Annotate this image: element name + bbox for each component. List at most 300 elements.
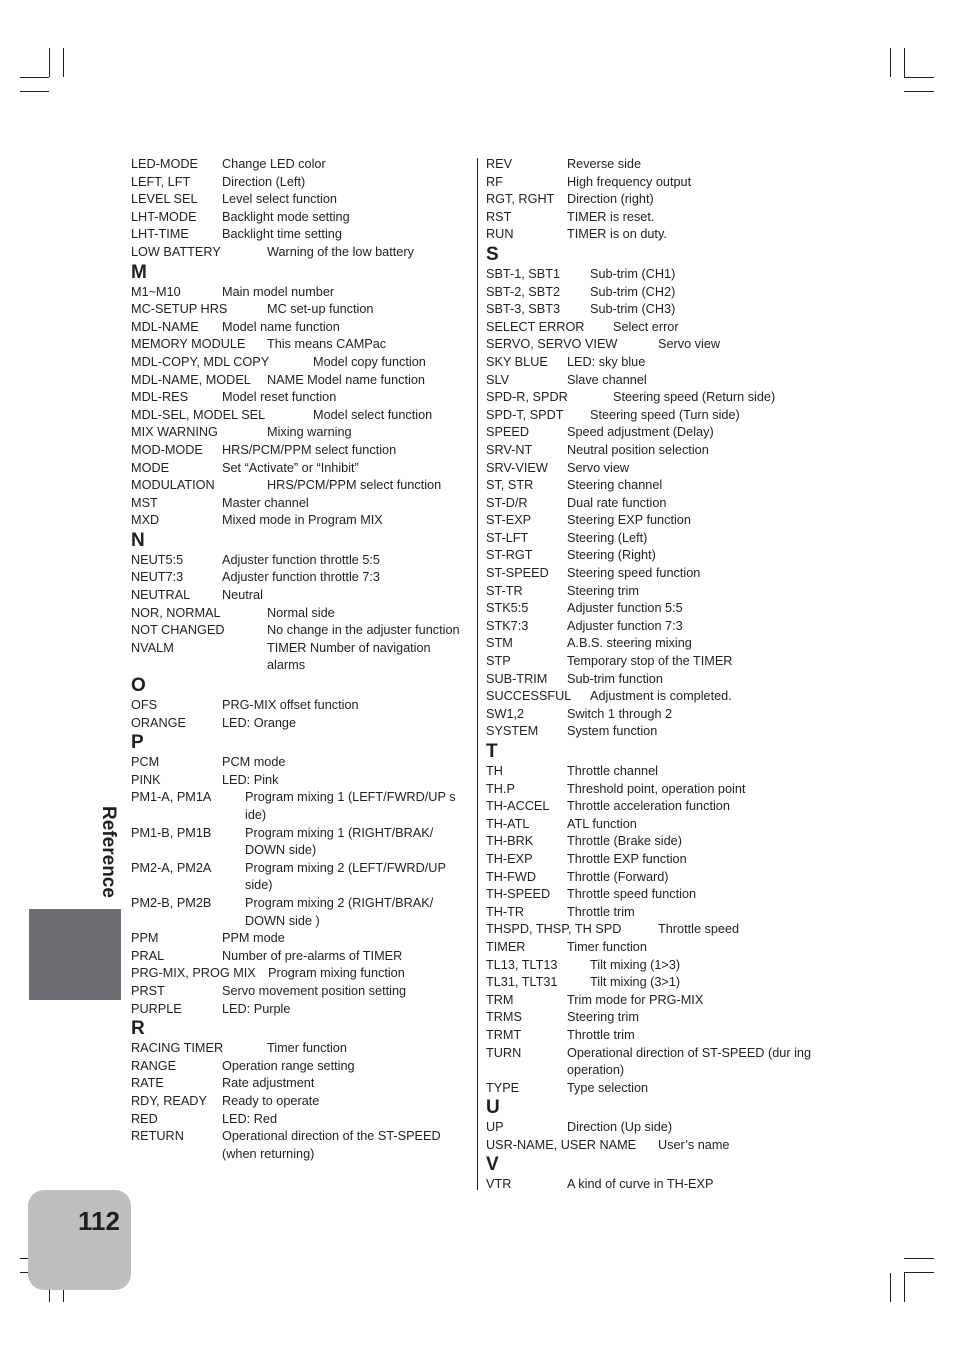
entry-term: REV: [486, 157, 513, 171]
entry-term: SRV-NT: [486, 442, 533, 457]
glossary-entry: [486, 671, 816, 689]
entry-term: RANGE: [131, 1058, 177, 1073]
entry-term: LHT-TIME: [131, 227, 189, 242]
crop-mark: [904, 1258, 934, 1259]
entry-definition: Program mixing 2 (LEFT/FWRD/UP side): [245, 860, 446, 893]
glossary-entry: [486, 688, 816, 706]
glossary-entry: [486, 851, 816, 869]
entry-term: TH.P: [486, 781, 515, 796]
entry-term: TRMT: [486, 1027, 522, 1042]
glossary-entry: [486, 653, 816, 671]
glossary-entry: [486, 869, 816, 887]
entry-term: LHT-MODE: [131, 209, 197, 224]
glossary-entry: [486, 266, 816, 284]
entry-definition: Steering channel: [567, 478, 663, 493]
entry-definition: Sub-trim (CH3): [590, 302, 676, 317]
entry-term: STM: [486, 636, 513, 651]
crop-mark: [49, 48, 50, 77]
glossary-entry: [131, 1001, 471, 1019]
entry-term: M1~M10: [131, 284, 181, 299]
glossary-entry: [486, 992, 816, 1010]
entry-definition: Dual rate function: [567, 495, 667, 510]
entry-term: PCM: [131, 755, 160, 770]
glossary-entry: [486, 407, 816, 425]
page-number: 112: [78, 1206, 120, 1236]
entry-definition: Operation range setting: [222, 1058, 355, 1073]
glossary-entry: [486, 191, 816, 209]
entry-definition: LED: Orange: [222, 715, 297, 730]
entry-definition: PCM mode: [222, 755, 286, 770]
entry-definition: Model name function: [222, 319, 340, 334]
entry-term: TH-BRK: [486, 834, 534, 849]
entry-definition: Backlight mode setting: [222, 209, 350, 224]
glossary-entry: [486, 618, 816, 636]
entry-definition: Warning of the low battery: [267, 244, 414, 259]
glossary-entry: [131, 477, 471, 495]
entry-term: SUCCESSFUL: [486, 689, 572, 704]
entry-definition: Steering trim: [567, 1010, 639, 1025]
glossary-entry: [486, 424, 816, 442]
glossary-entry: [486, 156, 816, 174]
entry-definition: Steering EXP function: [567, 513, 691, 528]
glossary-entry: [486, 1119, 816, 1137]
glossary-entry: [131, 354, 471, 372]
entry-definition: Level select function: [222, 192, 337, 207]
entry-definition: MC set-up function: [267, 302, 374, 317]
entry-term: STK5:5: [486, 601, 529, 616]
entry-definition: Switch 1 through 2: [567, 706, 673, 721]
entry-term: SW1,2: [486, 706, 525, 721]
glossary-entry: [486, 301, 816, 319]
glossary-entry: [486, 706, 816, 724]
entry-definition: Timer function: [267, 1041, 347, 1056]
entry-definition: Normal side: [267, 605, 335, 620]
glossary-entry: [131, 336, 471, 354]
glossary-entry: [131, 772, 471, 790]
entry-term: NEUT7:3: [131, 570, 184, 585]
entry-term: STP: [486, 654, 511, 669]
entry-definition: Threshold point, operation point: [567, 781, 746, 796]
entry-term: ST-SPEED: [486, 566, 549, 581]
glossary-entry: [131, 1040, 471, 1058]
glossary-entry: [486, 583, 816, 601]
entry-term: PPM: [131, 931, 159, 946]
entry-term: TRMS: [486, 1010, 522, 1025]
glossary-entry: [131, 754, 471, 772]
glossary-entry: [486, 477, 816, 495]
entry-definition: Adjuster function throttle 7:3: [222, 570, 380, 585]
column-divider: [477, 158, 478, 1190]
entry-term: PINK: [131, 772, 161, 787]
entry-term: NEUTRAL: [131, 588, 191, 603]
entry-term: SBT-1, SBT1: [486, 266, 561, 281]
entry-definition: Program mixing 1 (RIGHT/BRAK/ DOWN side): [245, 825, 434, 858]
glossary-entry: [486, 1080, 816, 1098]
entry-term: VTR: [486, 1177, 512, 1192]
entry-term: SERVO, SERVO VIEW: [486, 337, 618, 352]
glossary-entry: [131, 389, 471, 407]
glossary-entry: [131, 640, 471, 675]
section-letter: P: [131, 732, 144, 754]
entry-definition: LED: Pink: [222, 772, 279, 787]
entry-definition: Sub-trim function: [567, 671, 663, 686]
entry-definition: Type selection: [567, 1080, 649, 1095]
entry-term: MEMORY MODULE: [131, 337, 246, 352]
entry-definition: Adjuster function 5:5: [567, 601, 683, 616]
entry-term: NOT CHANGED: [131, 623, 225, 638]
glossary-entry: [131, 1075, 471, 1093]
section-letter: T: [486, 741, 498, 762]
entry-term: ST-EXP: [486, 513, 532, 528]
entry-definition: Direction (Up side): [567, 1120, 673, 1135]
glossary-entry: [131, 587, 471, 605]
glossary-entry: [131, 460, 471, 478]
glossary-entry: [486, 512, 816, 530]
glossary-entry: [131, 1093, 471, 1111]
entry-definition: Timer function: [567, 939, 647, 954]
entry-definition: Steering speed (Return side): [613, 390, 776, 405]
entry-term: MDL-NAME, MODEL: [131, 372, 251, 387]
entry-definition: Throttle trim: [567, 1027, 635, 1042]
entry-definition: Servo movement position setting: [222, 983, 407, 998]
entry-definition: Sub-trim (CH1): [590, 266, 676, 281]
entry-term: LOW BATTERY: [131, 244, 221, 259]
section-letter: R: [131, 1018, 145, 1040]
entry-term: TH-ACCEL: [486, 799, 550, 814]
entry-definition: LED: Purple: [222, 1001, 291, 1016]
entry-definition: Main model number: [222, 284, 335, 299]
crop-mark: [20, 77, 49, 78]
glossary-entry: [131, 442, 471, 460]
entry-definition: HRS/PCM/PPM select function: [267, 478, 442, 493]
glossary-entry: [131, 789, 471, 824]
entry-term: OFS: [131, 698, 158, 713]
entry-definition: ATL function: [567, 816, 637, 831]
crop-mark: [904, 48, 905, 77]
entry-term: USR-NAME, USER NAME: [486, 1137, 637, 1152]
entry-term: TH-ATL: [486, 816, 530, 831]
entry-term: TH-SPEED: [486, 887, 551, 902]
entry-definition: Sub-trim (CH2): [590, 284, 676, 299]
entry-term: RED: [131, 1111, 158, 1126]
entry-term: TH: [486, 764, 503, 778]
entry-definition: Select error: [613, 319, 679, 334]
glossary-entry: [486, 372, 816, 390]
entry-definition: Backlight time setting: [222, 227, 342, 242]
entry-definition: No change in the adjuster function: [267, 623, 460, 638]
entry-definition: Model select function: [313, 407, 433, 422]
glossary-entry: [486, 174, 816, 192]
entry-definition: NAME Model name function: [267, 372, 425, 387]
entry-term: SBT-2, SBT2: [486, 284, 561, 299]
entry-term: TL13, TLT13: [486, 957, 558, 972]
entry-definition: Tilt mixing (3>1): [590, 975, 681, 990]
entry-term: SPEED: [486, 425, 530, 440]
crop-mark: [904, 77, 934, 78]
entry-term: PRAL: [131, 948, 165, 963]
entry-definition: Steering speed (Turn side): [590, 407, 740, 422]
entry-definition: Steering trim: [567, 583, 639, 598]
glossary-entry: [486, 284, 816, 302]
entry-definition: Adjustment is completed.: [590, 689, 732, 704]
entry-definition: Direction (Left): [222, 174, 306, 189]
entry-term: MODULATION: [131, 478, 215, 493]
entry-definition: Mixed mode in Program MIX: [222, 513, 383, 528]
entry-definition: Master channel: [222, 495, 309, 510]
entry-definition: Number of pre-alarms of TIMER: [222, 948, 403, 963]
entry-definition: Model copy function: [313, 354, 426, 369]
entry-definition: LED: sky blue: [567, 354, 646, 369]
entry-term: PM1-B, PM1B: [131, 825, 212, 840]
glossary-entry: [486, 816, 816, 834]
crop-mark: [904, 1273, 905, 1302]
glossary-entry: [486, 635, 816, 653]
entry-definition: Steering (Left): [567, 530, 648, 545]
entry-term: RF: [486, 174, 503, 189]
glossary-entry: [486, 1045, 816, 1080]
entry-term: PM2-B, PM2B: [131, 895, 212, 910]
entry-definition: TIMER is on duty.: [567, 227, 667, 242]
glossary-entry: [486, 209, 816, 227]
glossary-entry: [131, 372, 471, 390]
glossary-entry: [131, 209, 471, 227]
crop-mark: [63, 48, 64, 77]
crop-mark: [904, 91, 934, 92]
glossary-entry: [131, 226, 471, 244]
entry-definition: Throttle (Forward): [567, 869, 669, 884]
entry-definition: TIMER Number of navigation alarms: [267, 640, 431, 673]
entry-term: TIMER: [486, 939, 526, 954]
section-letter: V: [486, 1154, 499, 1176]
entry-term: SELECT ERROR: [486, 319, 585, 334]
glossary-entry: [486, 565, 816, 583]
glossary-entry: [131, 156, 471, 174]
entry-term: SBT-3, SBT3: [486, 302, 561, 317]
entry-term: THSPD, THSP, TH SPD: [486, 922, 622, 937]
entry-term: SUB-TRIM: [486, 671, 548, 686]
glossary-entry: [486, 1027, 816, 1045]
glossary-entry: [486, 1176, 816, 1194]
glossary-entry: [131, 495, 471, 513]
entry-definition: Throttle acceleration function: [567, 799, 730, 814]
entry-term: SPD-T, SPDT: [486, 407, 564, 422]
entry-definition: Adjuster function 7:3: [567, 618, 683, 633]
entry-term: MST: [131, 495, 158, 510]
entry-term: MDL-NAME: [131, 319, 199, 334]
glossary-entry: [486, 921, 816, 939]
entry-term: NVALM: [131, 640, 174, 655]
entry-definition: Rate adjustment: [222, 1076, 315, 1091]
entry-definition: Slave channel: [567, 372, 647, 387]
section-tab: [29, 909, 121, 1000]
glossary-entry: [131, 895, 471, 930]
glossary-entry: [486, 886, 816, 904]
glossary-entry: [486, 354, 816, 372]
entry-term: ORANGE: [131, 715, 186, 730]
entry-term: STK7:3: [486, 618, 529, 633]
glossary-entry: [131, 948, 471, 966]
crop-mark: [890, 1273, 891, 1302]
entry-definition: Adjuster function throttle 5:5: [222, 552, 380, 567]
entry-term: MDL-SEL, MODEL SEL: [131, 407, 266, 422]
entry-term: LED-MODE: [131, 157, 198, 171]
entry-definition: Servo view: [567, 460, 630, 475]
entry-term: MODE: [131, 460, 170, 475]
entry-definition: Change LED color: [222, 157, 326, 171]
glossary-entry: [131, 983, 471, 1001]
entry-term: MIX WARNING: [131, 425, 218, 440]
section-letter: M: [131, 261, 147, 283]
entry-definition: Throttle EXP function: [567, 851, 687, 866]
entry-term: NOR, NORMAL: [131, 605, 221, 620]
glossary-entry: [131, 301, 471, 319]
entry-term: ST-TR: [486, 583, 523, 598]
glossary-entry: [131, 424, 471, 442]
entry-definition: Reverse side: [567, 157, 642, 171]
entry-definition: Throttle speed function: [567, 887, 697, 902]
entry-term: RGT, RGHT: [486, 192, 555, 207]
entry-definition: User’s name: [658, 1137, 730, 1152]
glossary-entry: [486, 904, 816, 922]
entry-term: TYPE: [486, 1080, 520, 1095]
glossary-entry: [486, 547, 816, 565]
entry-definition: System function: [567, 724, 658, 739]
entry-term: RETURN: [131, 1129, 184, 1144]
entry-definition: HRS/PCM/PPM select function: [222, 442, 397, 457]
entry-definition: Ready to operate: [222, 1093, 320, 1108]
entry-term: UP: [486, 1120, 504, 1135]
glossary-entry: [486, 319, 816, 337]
crop-mark: [20, 91, 49, 92]
entry-definition: Neutral position selection: [567, 442, 709, 457]
glossary-entry: [486, 442, 816, 460]
entry-term: MXD: [131, 513, 160, 528]
entry-term: RACING TIMER: [131, 1041, 224, 1056]
entry-definition: Trim mode for PRG-MIX: [567, 992, 704, 1007]
glossary-entry: [486, 974, 816, 992]
entry-term: ST-RGT: [486, 548, 533, 563]
entry-definition: Temporary stop of the TIMER: [567, 654, 733, 669]
glossary-entry: [131, 1111, 471, 1129]
entry-definition: Mixing warning: [267, 425, 352, 440]
entry-definition: Steering (Right): [567, 548, 656, 563]
entry-definition: Speed adjustment (Delay): [567, 425, 714, 440]
entry-term: RATE: [131, 1076, 164, 1091]
entry-term: SLV: [486, 372, 510, 387]
glossary-entry: [486, 957, 816, 975]
entry-definition: Tilt mixing (1>3): [590, 957, 681, 972]
entry-definition: Throttle trim: [567, 904, 635, 919]
entry-term: MDL-RES: [131, 390, 189, 405]
section-letter: S: [486, 243, 499, 265]
entry-term: MOD-MODE: [131, 442, 203, 457]
section-letter: N: [131, 529, 145, 551]
entry-definition: Operational direction of ST-SPEED (dur ing operation): [567, 1045, 811, 1078]
entry-term: TH-EXP: [486, 851, 533, 866]
entry-definition: High frequency output: [567, 174, 692, 189]
glossary-entry: [486, 833, 816, 851]
glossary-entry: [131, 319, 471, 337]
glossary-entry: [131, 605, 471, 623]
entry-term: PRST: [131, 983, 165, 998]
glossary-entry: [131, 244, 471, 262]
entry-definition: Throttle speed: [658, 922, 740, 937]
entry-term: TURN: [486, 1045, 522, 1060]
glossary-entry: [486, 389, 816, 407]
section-letter: U: [486, 1097, 500, 1119]
entry-term: SYSTEM: [486, 724, 539, 739]
entry-term: LEFT, LFT: [131, 174, 191, 189]
entry-term: PURPLE: [131, 1001, 182, 1016]
entry-definition: A.B.S. steering mixing: [567, 636, 692, 651]
entry-definition: Throttle (Brake side): [567, 834, 682, 849]
entry-term: RST: [486, 209, 512, 224]
entry-term: TH-TR: [486, 904, 525, 919]
entry-term: RDY, READY: [131, 1093, 207, 1108]
glossary-entry: [131, 697, 471, 715]
glossary-entry: [131, 569, 471, 587]
entry-definition: TIMER is reset.: [567, 209, 655, 224]
entry-definition: Throttle channel: [567, 764, 658, 778]
entry-definition: PPM mode: [222, 931, 285, 946]
entry-term: PM1-A, PM1A: [131, 790, 212, 805]
entry-term: PM2-A, PM2A: [131, 860, 212, 875]
entry-term: PRG-MIX, PROG MIX: [131, 966, 256, 981]
glossary-entry: [131, 174, 471, 192]
glossary-entry: [486, 226, 816, 244]
glossary-entry: [131, 965, 471, 983]
entry-term: RUN: [486, 227, 514, 242]
glossary-entry: [486, 781, 816, 799]
entry-definition: Set “Activate” or “Inhibit”: [222, 460, 359, 475]
glossary-entry: [486, 798, 816, 816]
crop-mark: [904, 1272, 934, 1273]
glossary-entry: [131, 552, 471, 570]
glossary-entry: [486, 460, 816, 478]
glossary-entry: [131, 191, 471, 209]
entry-definition: PRG-MIX offset function: [222, 698, 359, 713]
entry-term: ST, STR: [486, 478, 534, 493]
entry-definition: Neutral: [222, 588, 263, 603]
glossary-entry: [131, 930, 471, 948]
entry-term: SRV-VIEW: [486, 460, 548, 475]
entry-definition: A kind of curve in TH-EXP: [567, 1177, 714, 1192]
glossary-entry: [486, 1137, 816, 1155]
glossary-entry: [131, 715, 471, 733]
crop-mark: [890, 48, 891, 77]
glossary-entry: [131, 860, 471, 895]
entry-definition: This means CAMPac: [267, 337, 387, 352]
glossary-entry: [486, 723, 816, 741]
glossary-entry: [486, 336, 816, 354]
glossary-entry: [486, 530, 816, 548]
entry-term: LEVEL SEL: [131, 192, 198, 207]
entry-definition: Program mixing 1 (LEFT/FWRD/UP s ide): [245, 790, 456, 822]
glossary-entry: [486, 495, 816, 513]
entry-term: TL31, TLT31: [486, 975, 558, 990]
entry-definition: Operational direction of the ST-SPEED (when returning): [222, 1129, 441, 1161]
entry-term: NEUT5:5: [131, 552, 184, 567]
section-letter: O: [131, 675, 146, 697]
glossary-entry: [486, 1009, 816, 1027]
glossary-column-left: [131, 156, 471, 1163]
glossary-entry: [131, 407, 471, 425]
glossary-entry: [131, 825, 471, 860]
entry-definition: Program mixing function: [268, 966, 405, 981]
entry-term: ST-LFT: [486, 530, 529, 545]
glossary-entry: [131, 1128, 471, 1163]
glossary-entry: [486, 600, 816, 618]
